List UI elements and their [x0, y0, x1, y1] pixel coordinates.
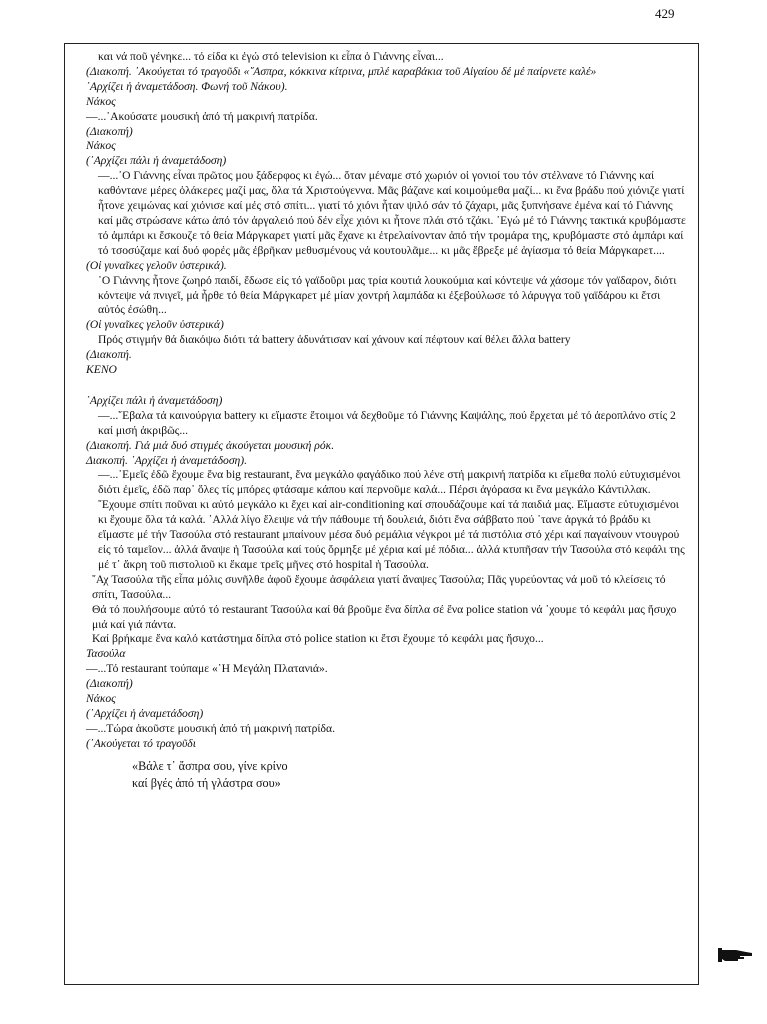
stage-direction: (Διακοπή. ᾿Ακούγεται τό τραγοῦδι «῎Ασπρα, κόκκινα κίτρινα, μπλέ καραβάκια τοῦ Αἰγαίου δέ μέ παίρνετε καλέ»: [86, 64, 597, 78]
dialogue-paragraph: —...᾿Εμεῖς ἐδῶ ἔχουμε ἕνα big restaurant, ἕνα μεγκάλο φαγάδικο πού λένε στή μακρινή πατρίδα κι εἴμεθα πολύ εὐτυχισμένοι διότι ἐμεῖς, ἐδῶ παρ᾿ ὅλες τίς μπόρες φτάσαμε κάπου καί περνοῦμε καλά... Πέρσι ἀγόρασα κι ἕνα μεγκάλο Κάντιλλακ. ῎Εχουμε σπίτι ποῦναι κι αὐτό μεγκάλο κι ἔχει καί air-conditioning καί σπουδάζουμε καί τά παιδιά μας. Εἴμαστε εὐτυχισμένοι κι ἔχουμε ὅλα τά καλά. ᾿Αλλά λίγο ἔλειψε νά τήν πάθουμε τή δουλειά, διότι ἕνα σάββατο πού ᾿τανε ἀργκά τό βράδυ κι εἴμαστε μέ τήν Τασούλα στό restaurant μπαίνουν μέσα δυό ρεμάλια νέγκροι μέ τά πιστόλια στό χέρι καί παγαίνουν ντουγρού εἰς τό ταμεῖον... ἀλλά ἄναψε ἡ Τασούλα καί τούς ὅρμηξε μέ χέρια καί μέ πόδια... ἀλλά κτυπῆσαν τήν Τασούλα στό κεφάλι της μέ τ᾿ ἄκρη τοῦ πιστολιοῦ κι ἔκαμε τρεῖς μῆνες στό hospital ἡ Τασούλα.: [98, 468, 685, 571]
song-line: «Βάλε τ᾿ ἄσπρα σου, γίνε κρίνο: [132, 758, 288, 773]
dialogue-paragraph: Πρός στιγμήν θά διακόψω διότι τά battery ἀδυνάτισαν καί χάνουν καί πέφτουν καί θέλει ἄλλα battery: [98, 333, 571, 347]
dialogue-paragraph: —...᾿Ακούσατε μουσική ἀπό τή μακρινή πατρίδα.: [86, 109, 318, 123]
stage-direction: (᾿Ακούγεται τό τραγοῦδι: [86, 736, 196, 750]
dialogue-paragraph: και νά ποῦ γένηκε... τό είδα κι ἐγώ στό television κι εἶπα ὁ Γιάννης εἶναι...: [98, 50, 444, 63]
stage-direction: (Διακοπή): [86, 124, 133, 138]
dialogue-paragraph: —...Τό restaurant τούπαμε «῾Η Μεγάλη Πλατανιά».: [86, 662, 328, 676]
stage-direction: ᾿Αρχίζει ἡ ἀναμετάδοση. Φωνή τοῦ Νάκου).: [86, 79, 288, 93]
dialogue-paragraph: —...Τώρα ἀκοῦστε μουσική ἀπό τή μακρινή πατρίδα.: [86, 721, 335, 735]
stage-direction: (᾿Αρχίζει πάλι ἡ ἀναμετάδοση): [86, 154, 227, 168]
stage-direction: (Διακοπή. Γιά μιά δυό στιγμές ἀκούγεται μουσική ρόκ.: [86, 438, 335, 452]
dialogue-paragraph: Θά τό πουλήσουμε αὐτό τό restaurant Τασούλα καί θά βροῦμε ἕνα δίπλα σέ ἕνα police station νά ᾿χουμε τό κεφάλι μας ἥσυχο μιά καί γιά πάντα.: [92, 602, 677, 631]
dialogue-paragraph: —...῎Εβαλα τά καινούργια battery κι εἴμαστε ἕτοιμοι νά δεχθοῦμε τό Γιάννης Καψάλης, πού ἔρχεται μέ τό ἀεροπλάνο στίς 2 καί μισή ἀκριβῶς...: [98, 408, 676, 437]
main-text: [86, 50, 686, 792]
song-lyrics: [86, 758, 686, 792]
dialogue-paragraph: —...᾿Ο Γιάννης εἶναι πρῶτος μου ξάδερφος κι ἐγώ... ὅταν μέναμε στό χωριόν οἱ γονιοί του τόν στέλνανε τό Γιάννης καί καθόντανε μέρες ὁλάκερες μαζί μας, ὅλα τά Χριστούγεννα. Μᾶς βάζανε καί κοιμούμεθα μαζί... κι ἕνα βράδυ πού χιόνιζε γιατί ἦτονε χειμώνας καί χιόνισε καί μές στό σπίτι... γιατί τό χιόνι ἦταν ψιλό σάν τό ζάχαρι, μᾶς ξυπνήσανε ἐμένα καί τό Γιάννης καί μᾶς στρώσανε κάτω ἀπό τόν ἀργαλειό πού δέν εἶχε χιόνι κι ἦτονε πλάι στό τζάκι. ᾿Εγώ μέ τό Γιάννης τακτικά κρυβόμαστε τό ἀμπάρι κι ἔσκουζε τό θεία Μάργκαρετ γιατί μᾶς ἔχανε κι ἐτρελαίνονταν ἀπό τήν τρομάρα της, κρυβόμαστε στό ἀμπάρι καί τό τσοσύζαμε καί δυό φορές μᾶς ἐβρῆκαν μεθυσμένους νά κουτουλᾶμε... κι μᾶς ἔβρεξε μέ ἁγίασμα τό θεία Μάργκαρετ....: [98, 169, 686, 257]
stage-direction: Τασούλα: [86, 647, 126, 661]
paragraph-gap: [86, 378, 686, 394]
stage-direction: Νάκος: [86, 139, 116, 153]
page-number: 429: [655, 6, 675, 21]
dialogue-paragraph: ῎Αχ Τασούλα τῆς εἶπα μόλις συνῆλθε ἀφοῦ ἔχουμε ἀσφάλεια γιατί ἄναψες Τασούλα; Πᾶς γυρεύοντας νά μοῦ τό κλείσεις τό σπίτι, Τασούλα...: [92, 572, 666, 601]
stage-direction: (Οἱ γυναῖκες γελοῦν ὑστερικά): [86, 318, 224, 332]
dialogue-paragraph: Καί βρήκαμε ἕνα καλό κατάστημα δίπλα στό police station κι ἔτσι ἔχουμε τό κεφάλι μας ἥσυχο...: [92, 632, 544, 646]
stage-direction: (Οἱ γυναῖκες γελοῦν ὑστερικά).: [86, 258, 227, 272]
stage-direction: Νάκος: [86, 94, 116, 108]
stage-direction: ΚΕΝΟ: [86, 363, 117, 377]
stage-direction: Διακοπή. ᾿Αρχίζει ἡ ἀναμετάδοση).: [86, 453, 248, 467]
stage-direction: (Διακοπή): [86, 677, 133, 691]
song-line: καί βγές ἀπό τή γλάστρα σου»: [132, 775, 281, 790]
dialogue-paragraph: ᾿Ο Γιάννης ἦτονε ζωηρό παιδί, ἔδωσε εἰς τό γαϊδοῦρι μας τρία κουτιά λουκούμια καί κόντεψε νά χάσομε τόν γαϊδαρον, διότι κόντεψε νά πνιγεῖ, μά ἦρθε τό θεία Μάργκαρετ μέ μίαν χοντρή λαμπάδα κι ἐξεβούλωσε τό λάρυγγα τοῦ γαϊδάρου κι ἔτσι αὐτός ἐσώθη...: [98, 273, 677, 317]
stage-direction: (Διακοπή.: [86, 348, 132, 362]
stage-direction: Νάκος: [86, 692, 116, 706]
pointing-hand-icon: [716, 944, 754, 964]
stage-direction: ᾿Αρχίζει πάλι ἡ ἀναμετάδοση): [86, 393, 223, 407]
stage-direction: (᾿Αρχίζει ἡ ἀναμετάδοση): [86, 706, 204, 720]
